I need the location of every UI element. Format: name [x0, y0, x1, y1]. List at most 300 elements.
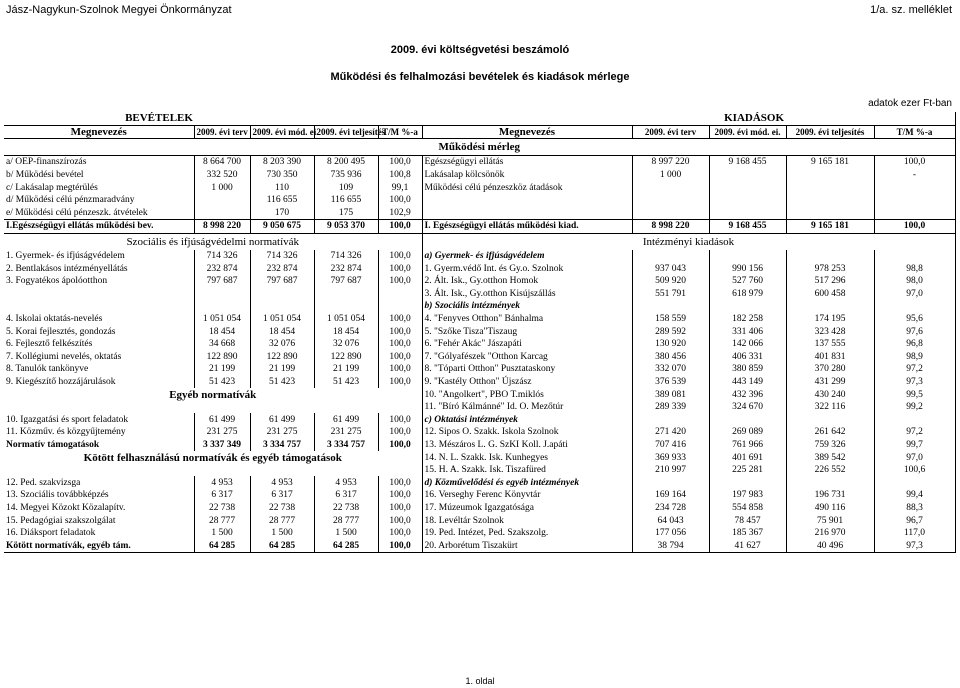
- balance-table: [4, 112, 956, 553]
- left-name: 11. Közműv. és közgyűjtemény: [4, 426, 194, 439]
- left-terv: 6 317: [194, 489, 250, 502]
- right-mod: 197 983: [709, 489, 786, 502]
- right-name: 12. Sipos O. Szakk. Iskola Szolnok: [422, 426, 632, 439]
- right-terv: 707 416: [632, 439, 709, 452]
- left-terv: 22 738: [194, 502, 250, 515]
- right-mod: [709, 413, 786, 426]
- right-telj: [786, 181, 874, 194]
- right-telj: 322 116: [786, 401, 874, 414]
- table-row: [4, 514, 955, 527]
- right-mod: 401 691: [709, 451, 786, 464]
- right-mod: 761 966: [709, 439, 786, 452]
- right-name: 13. Mészáros L. G. SzKI Koll. J.apáti: [422, 439, 632, 452]
- left-telj: [314, 300, 378, 313]
- right-terv: 369 933: [632, 451, 709, 464]
- right-name: 2. Ált. Isk., Gy.otthon Homok: [422, 275, 632, 288]
- right-name: 19. Ped. Intézet, Ped. Szakszolg.: [422, 527, 632, 540]
- right-mod: [709, 169, 786, 182]
- right-telj: [786, 207, 874, 220]
- right-name: 6. "Fehér Akác" Jászapáti: [422, 338, 632, 351]
- left-telj: 122 890: [314, 351, 378, 364]
- left-name: b/ Működési bevétel: [4, 169, 194, 182]
- left-telj: 1 051 054: [314, 313, 378, 326]
- left-tm: 100,0: [378, 527, 422, 540]
- left-tm: 100,0: [378, 426, 422, 439]
- right-tm: 99,5: [874, 388, 955, 401]
- left-tm: 100,0: [378, 262, 422, 275]
- left-mod: 730 350: [250, 169, 314, 182]
- left-tm: 100,0: [378, 489, 422, 502]
- right-telj: 174 195: [786, 313, 874, 326]
- right-mod: [709, 300, 786, 313]
- right-tm: 95,6: [874, 313, 955, 326]
- right-terv: 234 728: [632, 502, 709, 515]
- table-row: [4, 426, 955, 439]
- table-row: [4, 194, 955, 207]
- left-name: 5. Korai fejlesztés, gondozás: [4, 325, 194, 338]
- right-mod: 324 670: [709, 401, 786, 414]
- section-label: Kötött felhasználású normatívák és egyéb támogatások: [4, 451, 422, 464]
- left-telj: 21 199: [314, 363, 378, 376]
- left-telj: 6 317: [314, 489, 378, 502]
- right-telj: [786, 169, 874, 182]
- right-tm: 98,8: [874, 262, 955, 275]
- left-terv: 332 520: [194, 169, 250, 182]
- right-name: Lakásalap kölcsönök: [422, 169, 632, 182]
- left-mod: 231 275: [250, 426, 314, 439]
- right-name: d) Közművelődési és egyéb intézmények: [422, 476, 632, 489]
- left-mod: 32 076: [250, 338, 314, 351]
- right-tm: [874, 250, 955, 263]
- section-mukodesi-label: Működési mérleg: [4, 139, 955, 156]
- left-tm: 100,0: [378, 376, 422, 389]
- right-tm: [874, 413, 955, 426]
- right-terv: 289 592: [632, 325, 709, 338]
- left-name: 15. Pedagógiai szakszolgálat: [4, 514, 194, 527]
- right-name: 16. Verseghy Ferenc Könyvtár: [422, 489, 632, 502]
- left-telj: 8 200 495: [314, 156, 378, 169]
- spacer: [786, 112, 955, 125]
- left-tm: 100,0: [378, 220, 422, 234]
- right-tm: 97,3: [874, 539, 955, 552]
- section-heading-row: [4, 233, 955, 250]
- right-name: Egészségügyi ellátás: [422, 156, 632, 169]
- header-left: Jász-Nagykun-Szolnok Megyei Önkormányzat: [6, 4, 232, 16]
- left-mod: [250, 300, 314, 313]
- left-tm: 100,0: [378, 275, 422, 288]
- right-terv: 210 997: [632, 464, 709, 477]
- right-terv: 8 997 220: [632, 156, 709, 169]
- right-telj: 517 296: [786, 275, 874, 288]
- left-telj: [314, 288, 378, 301]
- left-name: 6. Fejlesztő felkészítés: [4, 338, 194, 351]
- right-telj: 261 642: [786, 426, 874, 439]
- left-name: [4, 288, 194, 301]
- total-row: [4, 539, 955, 552]
- left-telj: 9 053 370: [314, 220, 378, 234]
- column-group-header: [4, 112, 955, 125]
- left-telj: 51 423: [314, 376, 378, 389]
- left-mod: 22 738: [250, 502, 314, 515]
- left-telj: 232 874: [314, 262, 378, 275]
- right-tm: [874, 194, 955, 207]
- left-name: 7. Kollégiumi nevelés, oktatás: [4, 351, 194, 364]
- right-mod: 406 331: [709, 351, 786, 364]
- left-tm: 100,0: [378, 476, 422, 489]
- table-row: [4, 325, 955, 338]
- right-name: 20. Arborétum Tiszakürt: [422, 539, 632, 552]
- right-tm: [874, 207, 955, 220]
- left-tm: [378, 300, 422, 313]
- left-name: Normatív támogatások: [4, 439, 194, 452]
- right-telj: [786, 250, 874, 263]
- right-mod: [709, 181, 786, 194]
- right-name: [422, 194, 632, 207]
- left-tm: 99,1: [378, 181, 422, 194]
- right-tm: 100,0: [874, 156, 955, 169]
- col-mod-right: 2009. évi mód. ei.: [709, 125, 786, 139]
- col-megnevezes-left: Megnevezés: [4, 125, 194, 139]
- col-telj-left: 2009. évi teljesítés: [314, 125, 378, 139]
- left-tm: 100,0: [378, 363, 422, 376]
- right-telj: 40 496: [786, 539, 874, 552]
- left-mod: 170: [250, 207, 314, 220]
- right-name: 7. "Gólyafészek "Otthon Karcag: [422, 351, 632, 364]
- left-tm: 100,0: [378, 194, 422, 207]
- right-telj: 216 970: [786, 527, 874, 540]
- table-row: [4, 313, 955, 326]
- unit-note: adatok ezer Ft-ban: [868, 98, 952, 109]
- left-mod: 18 454: [250, 325, 314, 338]
- column-header-row: [4, 125, 955, 139]
- right-mod: 41 627: [709, 539, 786, 552]
- left-tm: 100,0: [378, 325, 422, 338]
- right-telj: [786, 300, 874, 313]
- section-label: Egyéb normatívák: [4, 388, 422, 401]
- right-name: 18. Levéltár Szolnok: [422, 514, 632, 527]
- right-terv: [632, 181, 709, 194]
- left-tm: 100,0: [378, 250, 422, 263]
- left-terv: 714 326: [194, 250, 250, 263]
- header-right: 1/a. sz. melléklet: [870, 4, 952, 16]
- left-tm: 100,0: [378, 338, 422, 351]
- right-name: 8. "Tóparti Otthon" Pusztataskony: [422, 363, 632, 376]
- left-name: 3. Fogyatékos ápolóotthon: [4, 275, 194, 288]
- left-name: 2. Bentlakásos intézményellátás: [4, 262, 194, 275]
- right-mod: [709, 250, 786, 263]
- right-mod: 618 979: [709, 288, 786, 301]
- right-name: 5. "Szőke Tisza"Tiszaug: [422, 325, 632, 338]
- left-tm: 100,0: [378, 156, 422, 169]
- left-terv: [194, 194, 250, 207]
- right-tm: [874, 181, 955, 194]
- right-name: 15. H. A. Szakk. Isk. Tiszafüred: [422, 464, 632, 477]
- left-tm: 100,0: [378, 351, 422, 364]
- right-terv: 289 339: [632, 401, 709, 414]
- right-mod: 380 859: [709, 363, 786, 376]
- section-left-label: Szociális és ifjúságvédelmi normatívák: [4, 233, 422, 250]
- right-mod: [709, 476, 786, 489]
- col-megnevezes-right: Megnevezés: [422, 125, 632, 139]
- right-telj: [786, 194, 874, 207]
- left-tm: 102,9: [378, 207, 422, 220]
- left-mod: 110: [250, 181, 314, 194]
- left-mod: 3 334 757: [250, 439, 314, 452]
- left-mod: 4 953: [250, 476, 314, 489]
- left-telj: 64 285: [314, 539, 378, 552]
- right-tm: 98,0: [874, 275, 955, 288]
- left-terv: [194, 288, 250, 301]
- col-telj-right: 2009. évi teljesítés: [786, 125, 874, 139]
- right-mod: 78 457: [709, 514, 786, 527]
- right-telj: 137 555: [786, 338, 874, 351]
- left-tm: 100,0: [378, 539, 422, 552]
- right-name: I. Egészségügyi ellátás működési kiad.: [422, 220, 632, 234]
- section-row: [4, 451, 955, 464]
- right-name: 11. "Bíró Kálmánné" Id. O. Mezőtúr: [422, 401, 632, 414]
- left-mod: 64 285: [250, 539, 314, 552]
- left-telj: 231 275: [314, 426, 378, 439]
- right-tm: 88,3: [874, 502, 955, 515]
- right-terv: 1 000: [632, 169, 709, 182]
- right-telj: 323 428: [786, 325, 874, 338]
- right-tm: -: [874, 169, 955, 182]
- right-tm: 97,6: [874, 325, 955, 338]
- table-row: [4, 351, 955, 364]
- document-subtitle: Működési és felhalmozási bevételek és kiadások mérlege: [330, 71, 630, 83]
- table-row: [4, 413, 955, 426]
- left-name: c/ Lakásalap megtérülés: [4, 181, 194, 194]
- section-right-label: Intézményi kiadások: [422, 233, 955, 250]
- right-terv: [632, 207, 709, 220]
- right-tm: 97,2: [874, 426, 955, 439]
- left-telj: 735 936: [314, 169, 378, 182]
- left-name: 1. Gyermek- és ifjúságvédelem: [4, 250, 194, 263]
- right-mod: 182 258: [709, 313, 786, 326]
- left-terv: [194, 300, 250, 313]
- right-mod: 331 406: [709, 325, 786, 338]
- section-row: [4, 401, 955, 414]
- left-terv: 61 499: [194, 413, 250, 426]
- table-row: [4, 181, 955, 194]
- left-mod: 61 499: [250, 413, 314, 426]
- left-telj: 797 687: [314, 275, 378, 288]
- right-mod: 990 156: [709, 262, 786, 275]
- section-mukodesi: [4, 139, 955, 156]
- right-terv: [632, 476, 709, 489]
- left-terv: 3 337 349: [194, 439, 250, 452]
- table-row: [4, 489, 955, 502]
- left-tm: [378, 288, 422, 301]
- right-mod: 185 367: [709, 527, 786, 540]
- left-telj: 22 738: [314, 502, 378, 515]
- left-name: 4. Iskolai oktatás-nevelés: [4, 313, 194, 326]
- left-mod: 21 199: [250, 363, 314, 376]
- right-terv: 376 539: [632, 376, 709, 389]
- right-telj: 490 116: [786, 502, 874, 515]
- right-mod: 443 149: [709, 376, 786, 389]
- document-title: 2009. évi költségvetési beszámoló: [390, 44, 570, 56]
- left-telj: 61 499: [314, 413, 378, 426]
- left-terv: 8 998 220: [194, 220, 250, 234]
- table-row: [4, 207, 955, 220]
- table-row: [4, 338, 955, 351]
- right-terv: [632, 300, 709, 313]
- right-mod: [709, 207, 786, 220]
- right-terv: 169 164: [632, 489, 709, 502]
- col-mod-left: 2009. évi mód. ei.: [250, 125, 314, 139]
- left-name: 9. Kiegészítő hozzájárulások: [4, 376, 194, 389]
- right-telj: 401 831: [786, 351, 874, 364]
- left-tm: 100,0: [378, 413, 422, 426]
- right-terv: [632, 250, 709, 263]
- right-terv: 271 420: [632, 426, 709, 439]
- left-name: a/ OEP-finanszírozás: [4, 156, 194, 169]
- left-tm: 100,0: [378, 439, 422, 452]
- table-row: [4, 476, 955, 489]
- left-terv: 1 000: [194, 181, 250, 194]
- right-tm: 117,0: [874, 527, 955, 540]
- right-name: 9. "Kastély Otthon" Újszász: [422, 376, 632, 389]
- kiadasok-label: KIADÁSOK: [724, 112, 785, 125]
- bevetelek-label: BEVÉTELEK: [125, 112, 193, 125]
- right-terv: 158 559: [632, 313, 709, 326]
- right-mod: 9 168 455: [709, 156, 786, 169]
- page-footer: 1. oldal: [465, 676, 495, 686]
- left-mod: 8 203 390: [250, 156, 314, 169]
- right-terv: 551 791: [632, 288, 709, 301]
- table-row: [4, 169, 955, 182]
- right-name: [422, 207, 632, 220]
- left-mod: [250, 288, 314, 301]
- left-name: d/ Működési célú pénzmaradvány: [4, 194, 194, 207]
- right-tm: 96,8: [874, 338, 955, 351]
- table-row: [4, 250, 955, 263]
- left-mod: 714 326: [250, 250, 314, 263]
- left-telj: 109: [314, 181, 378, 194]
- right-tm: 99,4: [874, 489, 955, 502]
- right-telj: 759 326: [786, 439, 874, 452]
- left-mod: 122 890: [250, 351, 314, 364]
- left-terv: 122 890: [194, 351, 250, 364]
- right-name: 17. Múzeumok Igazgatósága: [422, 502, 632, 515]
- right-mod: 527 760: [709, 275, 786, 288]
- table-row: [4, 288, 955, 301]
- left-mod: 6 317: [250, 489, 314, 502]
- right-telj: 978 253: [786, 262, 874, 275]
- left-name: 12. Ped. szakvizsga: [4, 476, 194, 489]
- right-tm: 97,3: [874, 376, 955, 389]
- left-name: 13. Szociális továbbképzés: [4, 489, 194, 502]
- left-mod: 51 423: [250, 376, 314, 389]
- section-row: [4, 464, 955, 477]
- left-terv: 18 454: [194, 325, 250, 338]
- right-terv: 937 043: [632, 262, 709, 275]
- right-telj: 9 165 181: [786, 156, 874, 169]
- left-mod: 116 655: [250, 194, 314, 207]
- left-mod: 28 777: [250, 514, 314, 527]
- right-mod: 9 168 455: [709, 220, 786, 234]
- left-terv: 64 285: [194, 539, 250, 552]
- right-telj: 226 552: [786, 464, 874, 477]
- left-name: [4, 300, 194, 313]
- total-row: [4, 439, 955, 452]
- right-terv: [632, 194, 709, 207]
- right-name: 3. Ált. Isk., Gy.otthon Kisújszállás: [422, 288, 632, 301]
- right-tm: 99,7: [874, 439, 955, 452]
- table-row: [4, 300, 955, 313]
- right-tm: 100,0: [874, 220, 955, 234]
- left-name: 8. Tanulók tankönyve: [4, 363, 194, 376]
- right-tm: [874, 476, 955, 489]
- left-mod: 9 050 675: [250, 220, 314, 234]
- left-terv: 21 199: [194, 363, 250, 376]
- left-mod: 1 051 054: [250, 313, 314, 326]
- right-telj: 196 731: [786, 489, 874, 502]
- left-telj: 714 326: [314, 250, 378, 263]
- right-tm: 96,7: [874, 514, 955, 527]
- right-telj: 75 901: [786, 514, 874, 527]
- right-terv: [632, 413, 709, 426]
- right-name: Működési célú pénzeszköz átadások: [422, 181, 632, 194]
- right-name: 4. "Fenyves Otthon" Bánhalma: [422, 313, 632, 326]
- right-name: a) Gyermek- és ifjúságvédelem: [422, 250, 632, 263]
- right-terv: 380 456: [632, 351, 709, 364]
- left-terv: 4 953: [194, 476, 250, 489]
- left-telj: 116 655: [314, 194, 378, 207]
- left-terv: 1 051 054: [194, 313, 250, 326]
- left-name: e/ Működési célú pénzeszk. átvételek: [4, 207, 194, 220]
- spacer: [314, 112, 422, 125]
- left-terv: 797 687: [194, 275, 250, 288]
- right-telj: 9 165 181: [786, 220, 874, 234]
- col-tm-right: T/M %-a: [874, 125, 955, 139]
- right-telj: 430 240: [786, 388, 874, 401]
- left-tm: 100,0: [378, 514, 422, 527]
- table-row: [4, 275, 955, 288]
- left-terv: 8 664 700: [194, 156, 250, 169]
- total-row: [4, 220, 955, 234]
- table-row: [4, 527, 955, 540]
- col-terv-right: 2009. évi terv: [632, 125, 709, 139]
- right-terv: 389 081: [632, 388, 709, 401]
- table-row: [4, 376, 955, 389]
- right-tm: 98,9: [874, 351, 955, 364]
- left-telj: 3 334 757: [314, 439, 378, 452]
- section-label: [4, 464, 422, 477]
- left-telj: 4 953: [314, 476, 378, 489]
- left-terv: 232 874: [194, 262, 250, 275]
- left-telj: 32 076: [314, 338, 378, 351]
- left-terv: 1 500: [194, 527, 250, 540]
- right-mod: 554 858: [709, 502, 786, 515]
- left-mod: 232 874: [250, 262, 314, 275]
- table-row: [4, 156, 955, 169]
- left-telj: 1 500: [314, 527, 378, 540]
- left-mod: 797 687: [250, 275, 314, 288]
- table-row: [4, 262, 955, 275]
- right-tm: 100,6: [874, 464, 955, 477]
- right-mod: 269 089: [709, 426, 786, 439]
- left-tm: 100,8: [378, 169, 422, 182]
- right-telj: 370 280: [786, 363, 874, 376]
- left-name: 14. Megyei Közokt Közalapítv.: [4, 502, 194, 515]
- right-name: c) Oktatási intézmények: [422, 413, 632, 426]
- right-terv: 332 070: [632, 363, 709, 376]
- left-tm: 100,0: [378, 502, 422, 515]
- right-tm: [874, 300, 955, 313]
- left-telj: 18 454: [314, 325, 378, 338]
